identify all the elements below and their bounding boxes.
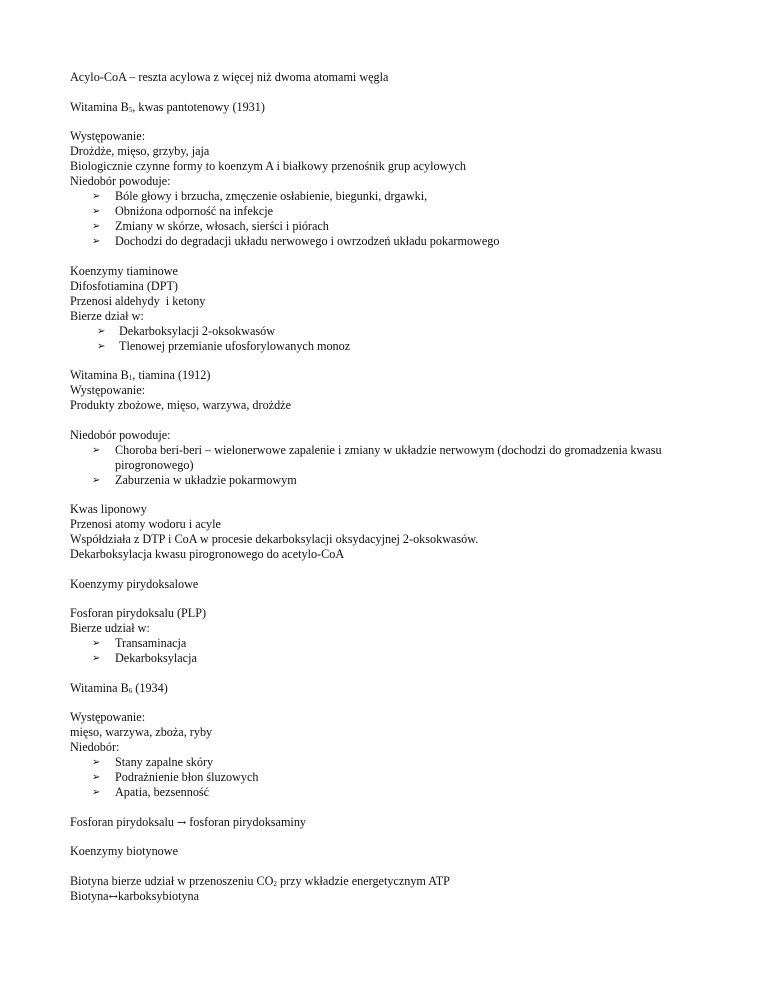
- thiamine-participates-label: Bierze dział w:: [70, 308, 144, 323]
- b6-title: Witamina $B_6$ (1934): [70, 680, 168, 695]
- b5-deficiency-label: Niedobór powoduje:: [70, 174, 171, 188]
- b5-occurrence-label: Występowanie:: [70, 129, 146, 143]
- arrowhead-bullet-icon: ➢: [92, 787, 101, 798]
- b5-forms: Biologicznie czynne formy to koenzym A i białkowy przenośnik grup acylowych: [70, 159, 466, 173]
- arrowhead-bullet-icon: ➢: [92, 653, 101, 664]
- list-item: ➢ Zmiany w skórze, włosach, sierści i piórach: [92, 219, 329, 233]
- biotin-heading: Koenzymy biotynowe: [70, 844, 178, 858]
- biotin-line-1: Biotyna bierze udział w przenoszeniu $CO_2$ przy wkładzie energetycznym ATP: [70, 873, 450, 888]
- b6-occurrence-label: Występowanie:: [70, 710, 146, 724]
- b1-occurrence-label: Występowanie:: [70, 383, 146, 397]
- arrowhead-bullet-icon: ➢: [92, 206, 101, 217]
- lipoic-line-2: Współdziała z DTP i CoA w procesie dekarboksylacji oksydacyjnej 2-oksokwasów.: [70, 532, 479, 546]
- arrowhead-bullet-icon: ➢: [92, 474, 101, 486]
- list-item: ➢ Obniżona odporność na infekcje: [92, 204, 274, 218]
- thiamine-transfers: Przenosi aldehydy i ketony: [70, 293, 206, 308]
- b1-title: Witamina $B_1$, tiamina (1912): [70, 368, 211, 382]
- b6-conversion: Fosforan pirydoksalu → fosforan pirydoksaminy: [70, 814, 307, 829]
- b5-occurrence: Drożdże, mięso, grzyby, jaja: [70, 144, 210, 158]
- pyridoxal-process-list: [70, 636, 690, 666]
- list-item: ➢ Dekarboksylacja: [92, 651, 197, 665]
- list-item: ➢ Stany zapalne skóry: [92, 755, 214, 769]
- pyridoxal-participates-label: Bierze udział w:: [70, 621, 150, 635]
- arrowhead-bullet-icon: ➢: [92, 444, 101, 456]
- list-item: ➢ Dekarboksylacji 2-oksokwasów: [97, 323, 276, 338]
- b6-occurrence: mięso, warzywa, zboża, ryby: [70, 725, 213, 739]
- list-item: ➢ Zaburzenia w układzie pokarmowym: [92, 472, 297, 487]
- pyridoxal-name: Fosforan pirydoksalu (PLP): [70, 606, 207, 620]
- arrowhead-bullet-icon: ➢: [92, 638, 101, 649]
- thiamine-process-list: [70, 324, 690, 354]
- arrowhead-bullet-icon: ➢: [92, 772, 101, 783]
- pyridoxal-heading: Koenzymy pirydoksalowe: [70, 576, 199, 591]
- arrowhead-bullet-icon: ➢: [92, 221, 101, 232]
- list-item: ➢ Apatia, bezsenność: [92, 785, 210, 799]
- lipoic-line-1: Przenosi atomy wodoru i acyle: [70, 517, 221, 531]
- b1-deficiency-list: [70, 443, 690, 488]
- right-arrow-icon: →: [176, 815, 187, 829]
- lipoic-line-3: Dekarboksylacja kwasu pirogronowego do acetylo-CoA: [70, 547, 345, 561]
- b5-title: Witamina $B_5$, kwas pantotenowy (1931): [70, 99, 265, 114]
- list-item: ➢ Transaminacja: [92, 636, 187, 650]
- list-item: ➢ Bóle głowy i brzucha, zmęczenie osłabienie, biegunki, drgawki,: [92, 189, 428, 203]
- arrowhead-bullet-icon: ➢: [92, 191, 101, 202]
- arrowhead-bullet-icon: ➢: [97, 325, 106, 337]
- list-item: ➢ Choroba beri-beri – wielonerwowe zapalenie i zmiany w układzie nerwowym (dochodzi do gromadzenia kwasu pirogronowego): [92, 442, 662, 472]
- list-item: ➢ Dochodzi do degradacji układu nerwowego i owrzodzeń układu pokarmowego: [92, 234, 500, 248]
- list-item: ➢ Podrażnienie błon śluzowych: [92, 770, 259, 784]
- arrowhead-bullet-icon: ➢: [97, 340, 106, 352]
- b1-occurrence: Produkty zbożowe, mięso, warzywa, drożdże: [70, 398, 291, 412]
- arrowhead-bullet-icon: ➢: [92, 236, 101, 247]
- b1-deficiency-label: Niedobór powoduje:: [70, 427, 171, 442]
- left-right-arrow-icon: ↔: [108, 889, 118, 903]
- b6-deficiency-label: Niedobór:: [70, 740, 120, 754]
- arrowhead-bullet-icon: ➢: [92, 757, 101, 768]
- b5-deficiency-list: [70, 189, 690, 249]
- document-page: [70, 70, 690, 904]
- thiamine-coenzyme-name: Difosfotiamina (DPT): [70, 278, 178, 293]
- lipoic-heading: Kwas liponowy: [70, 502, 147, 516]
- list-item: ➢ Tlenowej przemianie ufosforylowanych monoz: [97, 338, 351, 353]
- acylo-definition: Acylo-CoA – reszta acylowa z więcej niż dwoma atomami węgla: [70, 70, 389, 84]
- thiamine-coenzymes-heading: Koenzymy tiaminowe: [70, 263, 178, 278]
- biotin-line-2: Biotyna↔karboksybiotyna: [70, 888, 200, 903]
- b6-deficiency-list: [70, 755, 690, 800]
